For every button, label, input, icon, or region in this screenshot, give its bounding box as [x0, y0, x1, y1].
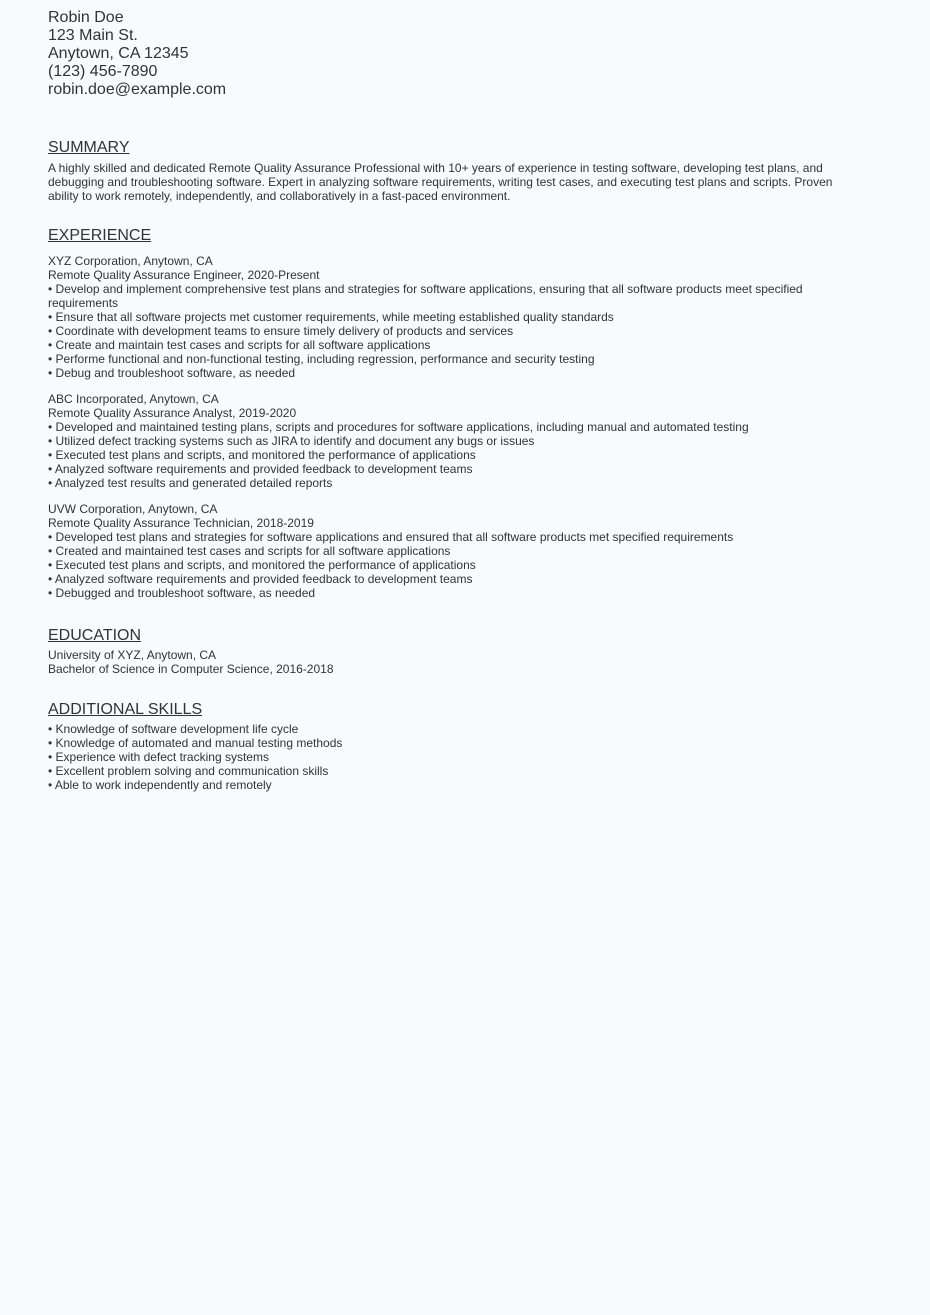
job-company: UVW Corporation, Anytown, CA — [48, 502, 218, 516]
job-entry-xyz — [48, 254, 848, 380]
contact-name: Robin Doe — [48, 9, 124, 26]
job-company: XYZ Corporation, Anytown, CA — [48, 254, 213, 268]
job-bullet: • Create and maintain test cases and scripts for all software applications — [48, 338, 431, 352]
job-bullet: • Debug and troubleshoot software, as needed — [48, 366, 296, 380]
contact-city: Anytown, CA 12345 — [48, 45, 189, 62]
job-company: ABC Incorporated, Anytown, CA — [48, 392, 219, 406]
job-bullets — [48, 420, 848, 490]
job-bullet: • Performe functional and non-functional testing, including regression, performance and security testing — [48, 352, 595, 366]
job-bullet: • Executed test plans and scripts, and monitored the performance of applications — [48, 558, 476, 572]
skill-item: • Experience with defect tracking systems — [48, 750, 269, 764]
summary-heading: SUMMARY — [48, 139, 130, 156]
job-bullet: • Coordinate with development teams to ensure timely delivery of products and services — [48, 324, 514, 338]
education-details — [48, 648, 848, 676]
experience-heading: EXPERIENCE — [48, 227, 152, 244]
job-bullets — [48, 530, 848, 600]
job-bullet: • Ensure that all software projects met customer requirements, while meeting established quality standards — [48, 310, 614, 324]
job-bullet: • Analyzed software requirements and provided feedback to development teams — [48, 572, 473, 586]
summary-text: A highly skilled and dedicated Remote Quality Assurance Professional with 10+ years of experience in testing software, developing test plans, and debugging and troubleshooting software. Expert in analyzing software requirements, writing test cases, and executing test plans and scripts. Proven ability to work remotely, independently, and collaboratively in a fast-paced environment. — [48, 161, 833, 203]
job-bullet: • Utilized defect tracking systems such as JIRA to identify and document any bugs or issues — [48, 434, 535, 448]
job-bullet: • Developed test plans and strategies for software applications and ensured that all software products met specified requirements — [48, 530, 734, 544]
education-heading: EDUCATION — [48, 627, 142, 644]
education-section — [48, 627, 848, 676]
contact-phone: (123) 456-7890 — [48, 63, 158, 80]
contact-block — [48, 9, 848, 99]
contact-email: robin.doe@example.com — [48, 81, 227, 98]
job-bullet: • Debugged and troubleshoot software, as needed — [48, 586, 316, 600]
job-title: Remote Quality Assurance Technician, 2018-2019 — [48, 516, 314, 530]
job-bullet: • Develop and implement comprehensive test plans and strategies for software applications, ensuring that all software products meet specified requirements — [48, 282, 803, 310]
job-bullet: • Analyzed test results and generated detailed reports — [48, 476, 333, 490]
skill-item: • Excellent problem solving and communication skills — [48, 764, 329, 778]
skill-item: • Knowledge of automated and manual testing methods — [48, 736, 343, 750]
skills-section — [48, 701, 848, 792]
education-school: University of XYZ, Anytown, CA — [48, 648, 217, 662]
skill-item: • Able to work independently and remotely — [48, 778, 272, 792]
job-bullet: • Developed and maintained testing plans, scripts and procedures for software applications, including manual and automated testing — [48, 420, 749, 434]
contact-street: 123 Main St. — [48, 27, 138, 44]
job-entry-uvw — [48, 502, 848, 600]
education-degree: Bachelor of Science in Computer Science, 2016-2018 — [48, 662, 334, 676]
job-title: Remote Quality Assurance Engineer, 2020-Present — [48, 268, 320, 282]
skills-heading: ADDITIONAL SKILLS — [48, 701, 203, 718]
experience-section — [48, 227, 848, 600]
job-bullet: • Created and maintained test cases and scripts for all software applications — [48, 544, 451, 558]
job-title: Remote Quality Assurance Analyst, 2019-2020 — [48, 406, 297, 420]
job-bullets — [48, 282, 848, 380]
job-bullet: • Executed test plans and scripts, and monitored the performance of applications — [48, 448, 476, 462]
job-bullet: • Analyzed software requirements and provided feedback to development teams — [48, 462, 473, 476]
skill-item: • Knowledge of software development life cycle — [48, 722, 299, 736]
skills-list — [48, 722, 848, 792]
job-entry-abc — [48, 392, 848, 490]
summary-section — [48, 139, 848, 203]
